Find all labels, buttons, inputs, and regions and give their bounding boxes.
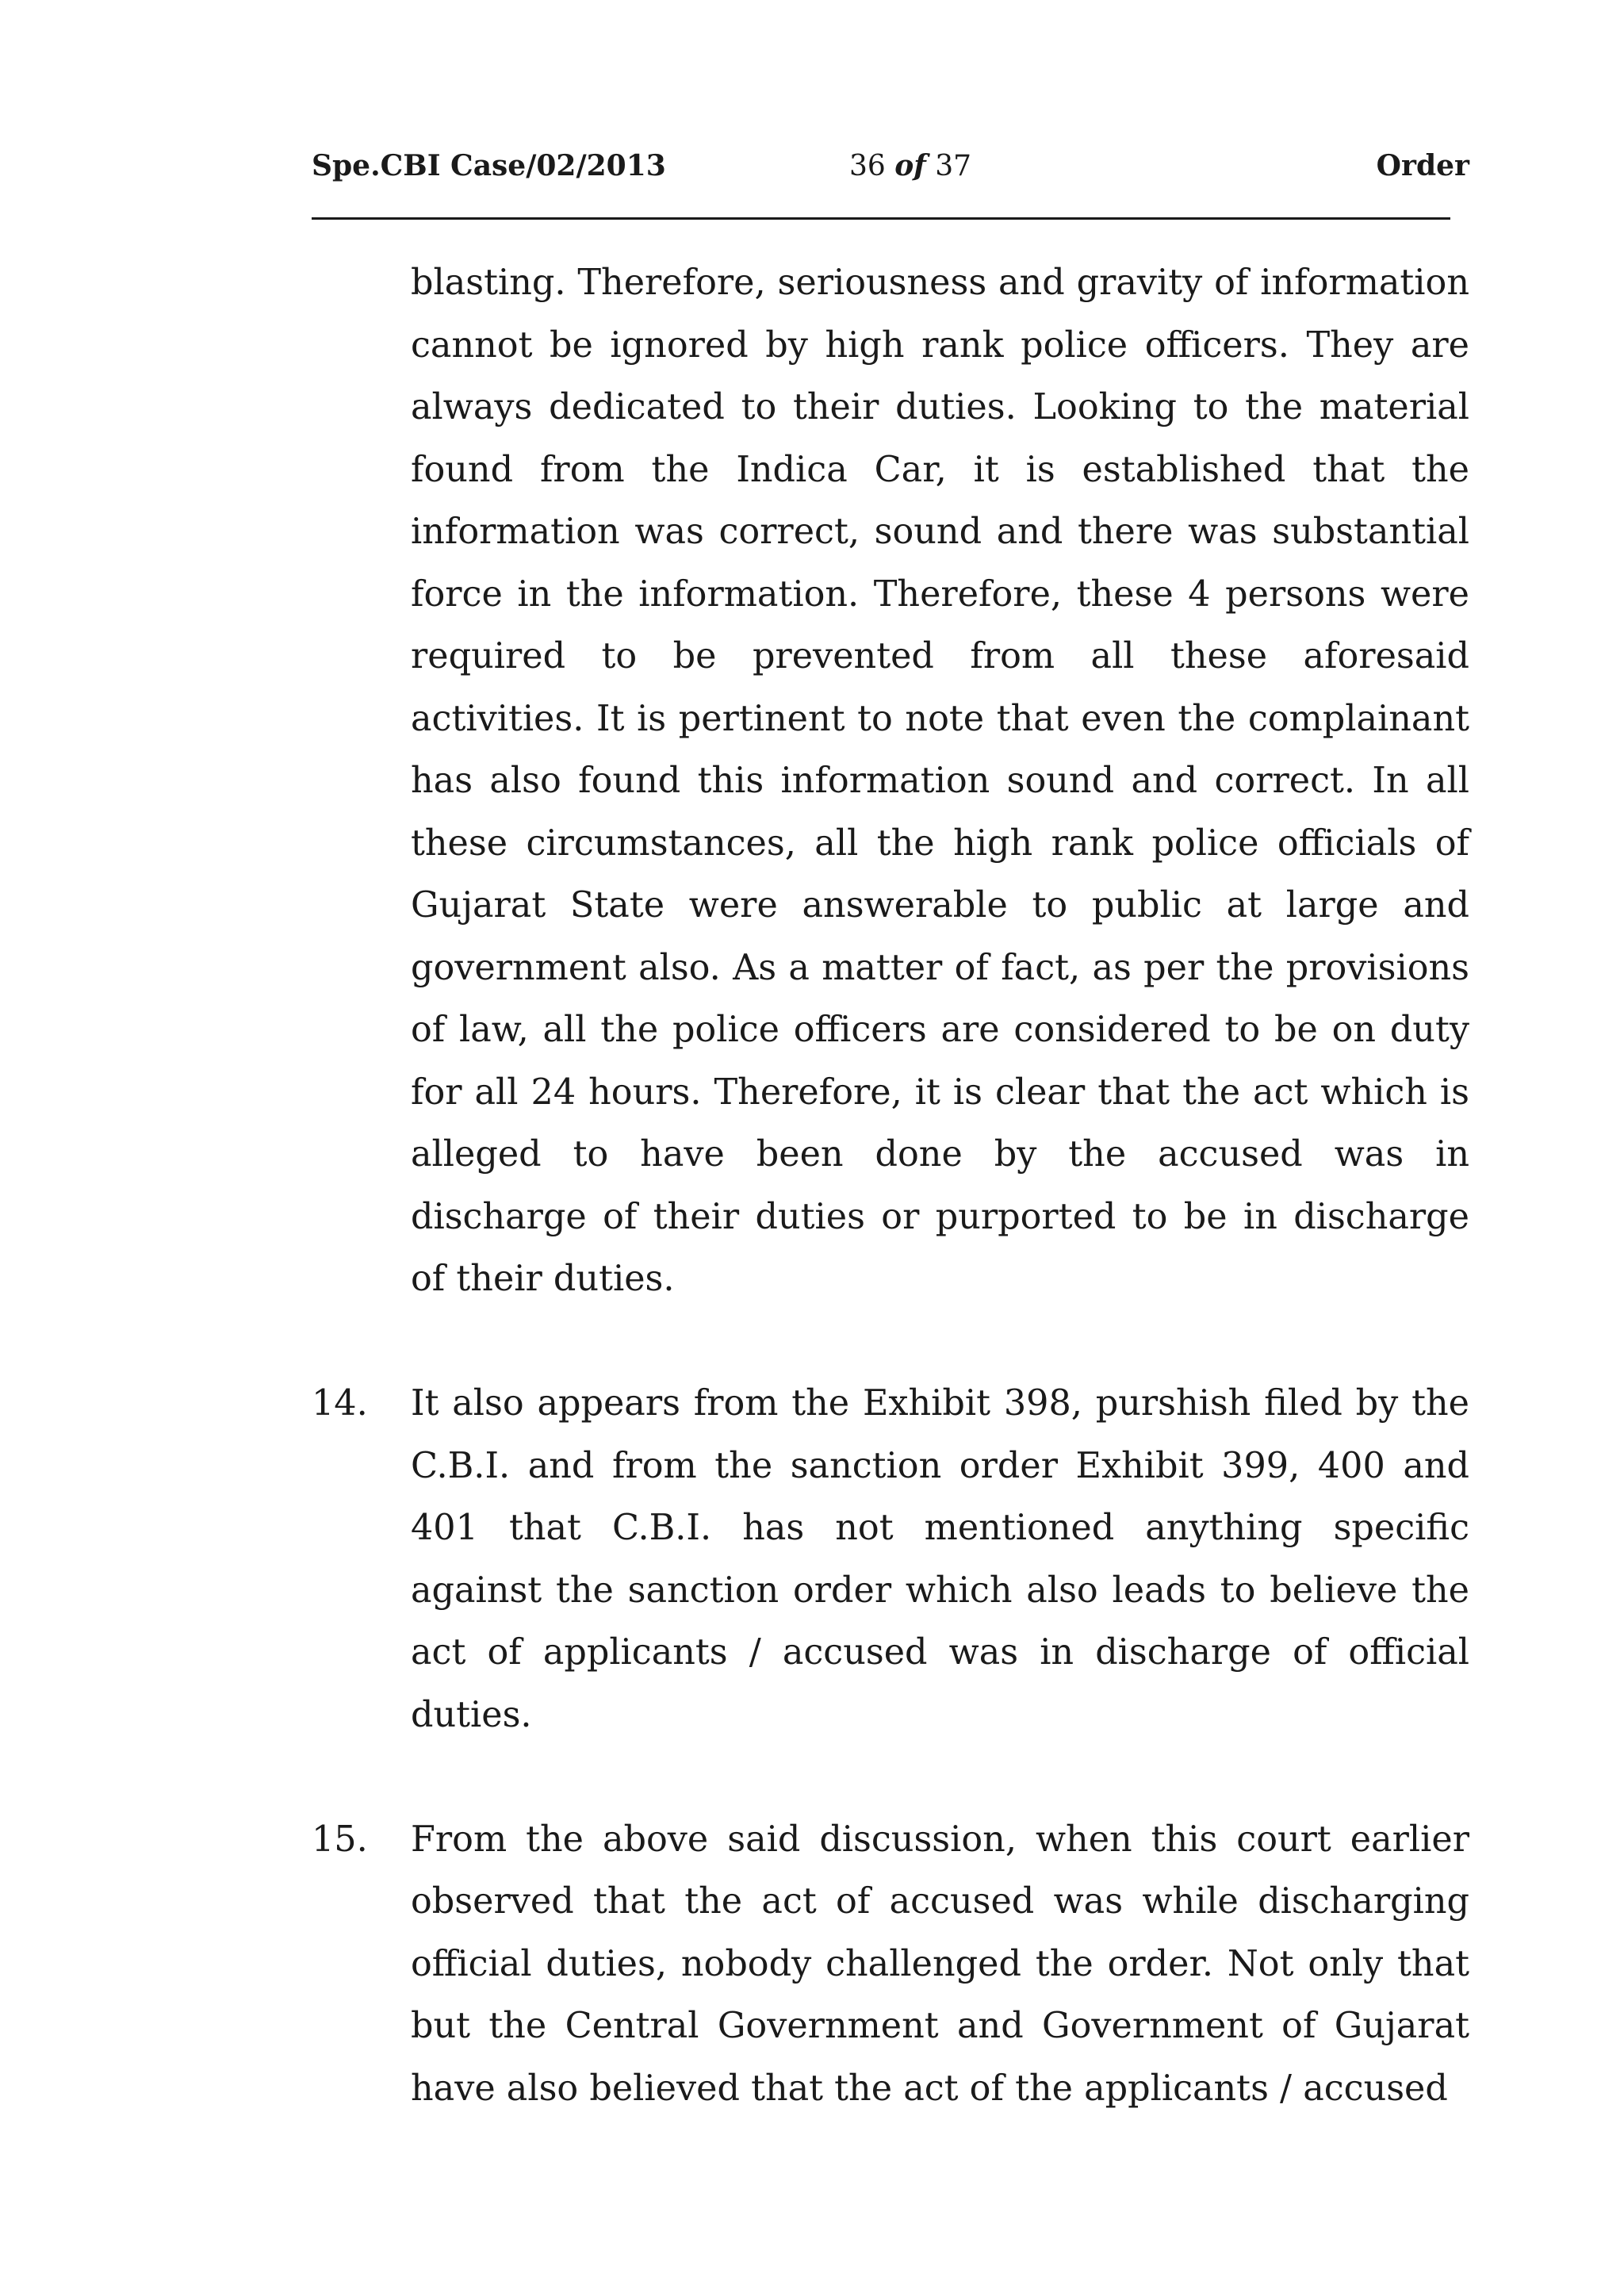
paragraph-gap bbox=[312, 1311, 1469, 1374]
page-current: 36 bbox=[848, 150, 886, 182]
page-total: 37 bbox=[935, 150, 972, 182]
paragraph-text: From the above said discussion, when this court earlier observed that the act of accused was while discharging official duties, nobody challenged the order. Not only that but the Central Government and Government of Gujarat have also believed that the act of the applicants / accused bbox=[411, 1819, 1469, 2109]
page-number bbox=[843, 149, 978, 182]
page-of: of bbox=[894, 149, 926, 182]
paragraph-number: 15. bbox=[312, 1819, 368, 1860]
paragraph-gap bbox=[312, 1746, 1469, 1809]
paragraph-text: It also appears from the Exhibit 398, purshish filed by the C.B.I. and from the sanction order Exhibit 399, 400 and 401 that C.B.I. has not mentioned anything specific against the sanction order which also leads to believe the act of applicants / accused was in discharge of official duties. bbox=[411, 1383, 1469, 1735]
paragraph-continued bbox=[312, 252, 1469, 1311]
paragraph-number: 14. bbox=[312, 1383, 368, 1424]
document-type: Order bbox=[1376, 149, 1469, 182]
paragraph-15 bbox=[312, 1809, 1469, 2121]
case-number: Spe.CBI Case/02/2013 bbox=[312, 149, 666, 182]
page-header bbox=[312, 149, 1469, 197]
header-divider bbox=[312, 217, 1450, 220]
paragraph-text: blasting. Therefore, seriousness and gravity of information cannot be ignored by high rank police officers. They are always dedicated to their duties. Looking to the material found from the Indica Car, it is established that the information was correct, sound and there was substantial force in the information. Therefore, these 4 persons were required to be prevented from all these aforesaid activities. It is pertinent to note that even the complainant has also found this information sound and correct. In all these circumstances, all the high rank police officials of Gujarat State were answerable to public at large and government also. As a matter of fact, as per the provisions of law, all the police officers are considered to be on duty for all 24 hours. Therefore, it is clear that the act which is alleged to have been done by the accused was in discharge of their duties or purported to be in discharge of their duties. bbox=[411, 263, 1469, 1299]
paragraph-14 bbox=[312, 1373, 1469, 1746]
document-body bbox=[312, 252, 1469, 2120]
